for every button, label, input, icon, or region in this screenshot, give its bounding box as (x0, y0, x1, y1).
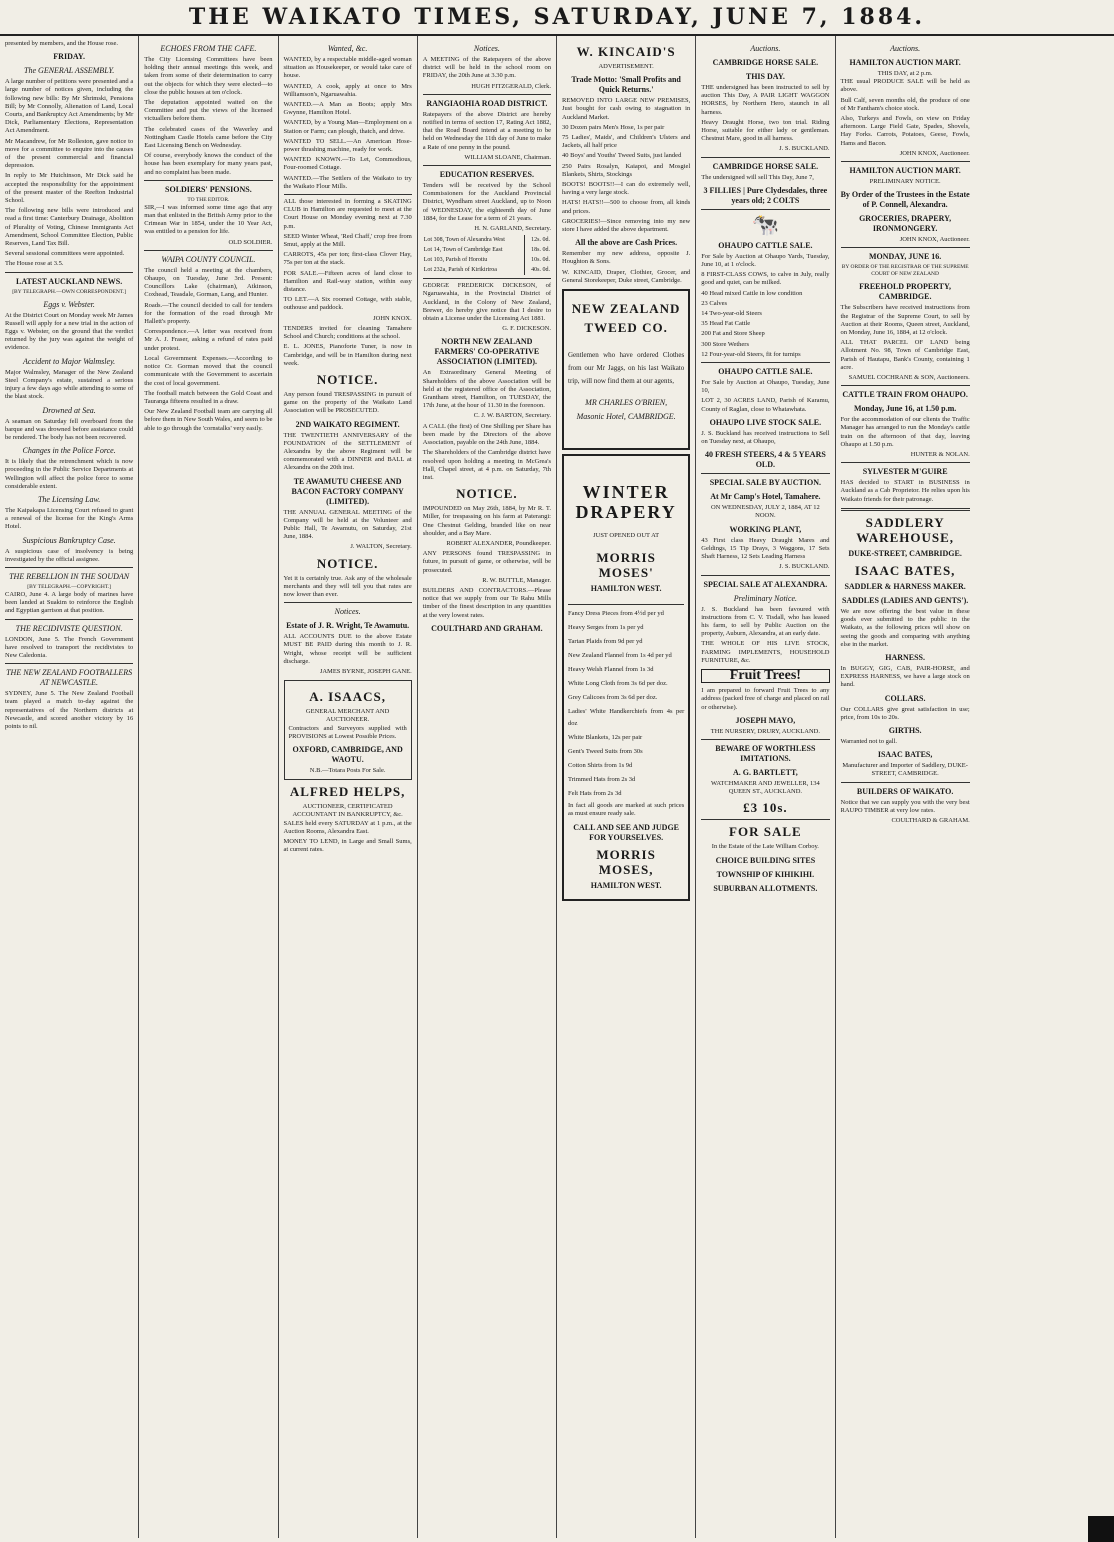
section-heading: COLLARS. (884, 693, 926, 703)
ad-subtitle: HAMILTON WEST. (590, 880, 662, 890)
section-heading: TE AWAMUTU CHEESE AND BACON FACTORY COMPANY (LIMITED). (291, 476, 404, 506)
ad-paragraph: A CALL (the first) of One Shilling per Share has been made by the Directors of the above Association, payable on the 24th June, 1884. (422, 422, 551, 447)
ad-paragraph: 43 First class Heavy Draught Mares and Geldings, 15 Tip Drays, 3 Waggons, 17 Sets Shaft Harness, 12 Sets Leading Harness (701, 536, 830, 561)
list-item: 40 Boys' and Youths' Tweed Suits, just landed (562, 152, 682, 160)
ad-title: SUBURBAN ALLOTMENTS. (713, 883, 818, 893)
section-heading: RANGIAOHIA ROAD DISTRICT. (426, 98, 548, 108)
signature: JOHN KNOX, Auctioneer. (899, 149, 970, 157)
list-item: Tartan Plaids from 9d per yd (568, 638, 643, 646)
drapery-ad (562, 454, 690, 901)
sale-note: BY ORDER OF THE REGISTRAR OF THE SUPREME COURT OF NEW ZEALAND (841, 264, 969, 278)
list-item: White Long Cloth from 3s 6d per doz. (568, 680, 668, 688)
sale-note: Preliminary Notice. (733, 593, 797, 603)
sale-heading: OHAUPO LIVE STOCK SALE. (709, 417, 822, 427)
sale-date: ON WEDNESDAY, JULY 2, 1884, AT 12 NOON. (710, 504, 820, 520)
lot-rent: 40s. 0d. (525, 265, 551, 275)
subheading: Changes in the Police Force. (22, 446, 116, 456)
section-heading: Notices. (473, 44, 500, 53)
sale-note: PRELIMINARY NOTICE. (869, 178, 941, 186)
subheading: The Licensing Law. (37, 494, 101, 504)
list-item: 23 Calves (701, 299, 728, 307)
ad-paragraph: ALL THAT PARCEL OF LAND being Allotment No. 98, Town of Cambridge East, Parish of Hautapu, Bank's County, containing 1 acre. (840, 339, 970, 371)
column-3 (279, 36, 418, 1538)
article-paragraph: The House rose at 3.5. (5, 260, 64, 268)
ad-title: ALFRED HELPS, (289, 784, 406, 800)
list-item: Gent's Tweed Suits from 30s (568, 748, 643, 756)
article-paragraph: A seaman on Saturday fell overboard from the barque and was drowned before assistance could be rendered. The body has not been recovered. (5, 417, 134, 441)
ad-title: MORRIS MOSES' (596, 550, 656, 581)
ad-paragraph: The undersigned will sell This Day, June 7, (701, 173, 814, 181)
list-item: Heavy Serges from 1s per yd (568, 624, 644, 632)
article-paragraph: At the District Court on Monday week Mr James Russell will apply for a new trial in the action of Eggs v. Webster, on the ground that the verdict returned by the jury was against the weight of evidence. (5, 311, 134, 352)
section-heading: LATEST AUCKLAND NEWS. (16, 276, 123, 286)
cash-line: All the above are Cash Prices. (575, 238, 678, 248)
article-paragraph: It is likely that the retrenchment which is now proceeding in the Public Service Departments at Wellington will affect the police force to some considerable extent. (5, 458, 134, 490)
ad-paragraph: WANTED, by a respectable middle-aged woman situation as Housekeeper, or would take care of house. (283, 56, 412, 80)
ad-paragraph: The Subscribers have received instructions from the Registrar of the Supreme Court, to sell by Auction at their Rooms, Queen street, Auckland, on Monday, June 16, 1884, at 12 o'clock. (840, 304, 970, 337)
ad-paragraph: MONEY TO LEND, in Large and Small Sums, at current rates. (283, 838, 412, 854)
article-paragraph: In reply to Mr Hutchinson, Mr Dick said he accepted the responsibility for the appointment of the present master of the Reefton Industrial School. (5, 172, 134, 205)
article-paragraph: The City Licensing Committees have been holding their annual meetings this week, and taken from some of their determination to carry out the objects for which they were elected—to close the public houses at ten o'clock. (144, 56, 273, 96)
column-5 (557, 36, 696, 1538)
article-paragraph: Our New Zealand Football team are carrying all before them in New South Wales, and seem to be able to go through the 'cornstalks' very easily. (144, 408, 273, 432)
table-row (423, 235, 551, 245)
signature: HUNTER & NOLAN. (910, 451, 970, 459)
masthead (0, 0, 1114, 36)
column-7 (836, 36, 975, 1538)
ad-places: OXFORD, CAMBRIDGE, AND WAOTU. (292, 744, 403, 764)
signature: COULTHARD AND GRAHAM. (431, 623, 543, 633)
sale-heading: SPECIAL SALE AT ALEXANDRA. (703, 579, 828, 589)
ad-title: JOSEPH MAYO, (735, 715, 796, 725)
day-heading: FRIDAY. (53, 52, 85, 62)
tweed-ad (562, 289, 690, 450)
list-item: Cotton Shirts from 1s 9d (568, 762, 633, 770)
ad-subtitle: AUCTIONEER, CERTIFICATED ACCOUNTANT IN BANKRUPTCY, &c. (292, 803, 403, 819)
ad-paragraph: REMOVED INTO LARGE NEW PREMISES, Just bought for cash owing to stagnation in Auckland Market. (562, 97, 691, 121)
ad-paragraph: Contractors and Surveyors supplied with PROVISIONS at Lowest Possible Prices. (288, 724, 407, 740)
ad-title: SADDLERY WAREHOUSE, (856, 514, 955, 545)
ad-subtitle: DUKE-STREET, CAMBRIDGE. (848, 548, 962, 558)
section-heading: Notices. (334, 607, 361, 617)
list-item: 30 Dozen pairs Men's Hose, 1s per pair (562, 123, 665, 131)
sale-date: MONDAY, JUNE 16. (868, 252, 942, 262)
sale-lot: 40 FRESH STEERS, 4 & 5 YEARS OLD. (704, 450, 826, 470)
subheading: Eggs v. Webster. (43, 299, 95, 309)
article-paragraph: Of course, everybody knows the conduct of the house has been exemplary for many years past, and no complaint has been made. (144, 152, 273, 176)
article-paragraph: Several sessional committees were appointed. (5, 250, 125, 258)
ad-paragraph: BUILDERS AND CONTRACTORS.—Please notice that we supply from our Te Rahu Mills timber of the finest description in any quantities at the very lowest rates. (422, 586, 551, 619)
sale-heading: OHAUPO CATTLE SALE. (718, 367, 813, 377)
fruit-trees-banner: Fruit Trees! (701, 669, 829, 683)
ad-paragraph: Also, Turkeys and Fowls, on view on Friday afternoon. Large Field Gate, Spades, Shovels, Hay Forks. Carrots, Potatoes, Geese, Fowls, Hams and Bacon. (840, 115, 970, 147)
ad-title: MORRIS MOSES, (596, 846, 656, 877)
ad-paragraph: WANTED TO SELL.—An American Hose-power thrashing machine, ready for work. (283, 137, 412, 154)
price: £3 10s. (743, 800, 788, 816)
ad-paragraph: Any person found TRESPASSING in pursuit of game on the property of the Waikato Land Association will be PROSECUTED. (283, 390, 412, 415)
ad-paragraph: GEORGE FREDERICK DICKESON, of Ngaruawahia, in the Provincial District of Auckland, in the Colony of New Zealand, Brewer, do hereby give notice that I desire to obtain a License under the Licensing Act 1881. (422, 282, 551, 323)
ad-paragraph: We are now offering the best value in these goods ever submitted to the public in the Waikato, as the following prices will show on seeing the goods and comparing with anything else in the market. (840, 607, 970, 648)
ad-subtitle: GENERAL MERCHANT AND AUCTIONEER. (305, 708, 390, 724)
intro-text: presented by members, and the House rose. (5, 40, 118, 47)
section-heading: THE RECIDIVISTE QUESTION. (15, 623, 123, 633)
article-paragraph: The council held a meeting at the chambers, Ohaupo, on Tuesday, June 3rd. Present: Councillors Lake (chairman), Atkinson, Coxhead, Teasdale, Gorman, Lang, and Hunter. (144, 266, 273, 299)
list-item: White Blankets, 12s per pair (568, 734, 643, 742)
signature: JAMES BYRNE, JOSEPH GANE. (319, 667, 412, 675)
notice-heading: NOTICE. (316, 555, 379, 571)
sale-date: Monday, June 16, at 1.50 p.m. (854, 404, 957, 414)
list-item: Ladies' White Handkerchiefs from 4s per doz (568, 708, 685, 728)
article-paragraph: Mr Macandrew, for Mr Rolleston, gave notice to move for a committee to enquire into the causes of the present commercial and financial depression. (5, 137, 134, 170)
ad-paragraph: J. S. Buckland has been favoured with instructions from C. V. Tisdall, who has leased his farm, to sell by Public Auction on the property, Auburn, Alexandra, at an early date. (701, 605, 830, 638)
list-item: 14 Two-year-old Steers (701, 310, 762, 318)
section-heading: GIRTHS. (888, 725, 922, 735)
list-item: Felt Hats from 2s 3d (568, 790, 622, 798)
subheading: Accident to Major Walmsley. (23, 356, 116, 366)
signature: C. J. W. BARTON, Secretary. (473, 412, 551, 420)
table-row (423, 245, 551, 255)
ad-paragraph: GROCERIES!—Since removing into my new store I have added the above department. (562, 217, 691, 234)
list-item: 200 Fat and Store Sheep (701, 330, 765, 338)
ad-subtitle: ADVERTISEMENT. (598, 63, 654, 70)
ad-paragraph: WANTED, by a Young Man—Employment on a Station or Farm; can plough, thatch, and drive. (283, 119, 412, 135)
sale-heading: HAMILTON AUCTION MART. (849, 166, 961, 176)
article-paragraph: LONDON, June 5. The French Government have resolved to transport the recidivistes to New Caledonia. (5, 635, 134, 659)
ad-paragraph: HAS decided to START in BUSINESS in Auckland as a Cab Proprietor. He relies upon his Waikato friends for their patronage. (840, 479, 970, 503)
corner-mark (1088, 1516, 1114, 1542)
columns (0, 36, 1114, 1538)
lot-name: Lot 308, Town of Alexandra West (423, 237, 505, 244)
notice-heading: NOTICE. (316, 371, 379, 387)
ad-title: ISAAC BATES, (877, 750, 933, 760)
ad-paragraph: Remember my new address, opposite J. Houghton & Sons. (562, 250, 691, 266)
section-heading: Wanted, &c. (327, 44, 368, 53)
ad-title: TOWNSHIP OF KIHIKIHI. (716, 869, 815, 879)
signature: COULTHARD & GRAHAM. (891, 816, 970, 824)
ad-subtitle: Manufacturer and Importer of Saddlery, DUKE-STREET, CAMBRIDGE. (842, 762, 968, 778)
signature: SAMUEL COCHRANE & SON, Auctioneers. (848, 374, 970, 382)
ad-paragraph: For the accommodation of our clients the Traffic Manager has arranged to run the Monday's cattle train on the afternoon of that day, leaving Ohaupo at 1.50 p.m. (840, 416, 970, 448)
ad-title: ISAAC BATES, (854, 562, 956, 578)
lot-rent: 12s. 0d. (525, 235, 551, 245)
sale-heading: CAMBRIDGE HORSE SALE. (712, 58, 819, 67)
ad-paragraph: HATS! HATS!!—500 to choose from, all kinds and prices. (562, 199, 691, 215)
ad-paragraph: ANY PERSONS found TRESPASSING in future, in pursuit of game, or otherwise, will be prosecuted. (422, 550, 551, 574)
article-paragraph: Correspondence.—A letter was received from Mr A. J. Fraser, asking a refund of rates paid under protest. (144, 328, 273, 352)
list-item: Trimmed Hats from 2s 3d (568, 776, 636, 784)
ad-paragraph: IMPOUNDED on May 26th, 1884, by Mr R. T. Miller, for trespassing on his farm at Paterangi: One Chestnut Gelding, branded like on near shoulder, and a Bay Mare. (422, 505, 551, 537)
article-paragraph: Local Government Expenses.—According to notice Cr. Gorman moved that the council communicate with the Government to ascertain the cost of local government. (144, 354, 273, 387)
ad-subtitle: In the Estate of the Late William Corboy. (711, 843, 819, 851)
ad-paragraph: WANTED.—A Man as Boots; apply Mrs Gwynne, Hamilton Hotel. (283, 101, 412, 117)
sale-heading: OHAUPO CATTLE SALE. (718, 240, 813, 250)
house-heading: The GENERAL ASSEMBLY. (24, 66, 115, 76)
ad-subtitle: HAMILTON WEST. (590, 584, 662, 594)
ad-paragraph: THE ANNUAL GENERAL MEETING of the Company will be held at the Volunteer and Public Hall, Te Awamutu, on Saturday, 21st June, 1884. (283, 508, 412, 541)
ad-paragraph: WANTED KNOWN.—To Let, Commodious, Four-roomed Cottage. (283, 156, 412, 172)
agent-name: MR CHARLES O'BRIEN, (585, 398, 668, 408)
ad-paragraph: LOT 2, 30 ACRES LAND, Parish of Karamu, County of Raglan, close to Whatawhata. (701, 397, 830, 413)
section-heading: ECHOES FROM THE CAFE. (160, 44, 257, 53)
ad-paragraph: FOR SALE.—Fifteen acres of land close to Hamilton and Rail-way station, within easy distance. (283, 269, 412, 294)
editor-line: TO THE EDITOR. (187, 196, 230, 203)
ad-paragraph: Heavy Draught Horse, two ton trial. Riding Horse, suitable for either lady or gentleman. Chestnut Mare, good in all harness. (701, 118, 830, 143)
column-2 (139, 36, 278, 1538)
signature: G. F. DICKESON. (502, 325, 551, 333)
sale-heading: HAMILTON AUCTION MART. (849, 58, 961, 67)
ad-paragraph: For Sale by Auction at Ohaupo Yards, Tuesday, June 10, at 1 o'clock. (701, 252, 830, 269)
ad-title: CHOICE BUILDING SITES (715, 855, 816, 865)
list-item: 250 Pairs Rosalyn, Kaiapoi, and Mosgiel Blankets, Shirts, Stockings (562, 162, 691, 178)
ad-paragraph: SEED Winter Wheat, 'Red Chaff,' crop free from Smut, apply at the Mill. (283, 232, 412, 249)
ad-paragraph: An Extraordinary General Meeting of Shareholders of the above Association will be held at the registered office of the Association, Grantham street, Hamilton, on TUESDAY, the 17th June, at the hour of 11.30 in the forenoon. (422, 369, 551, 410)
list-item: Heavy Welsh Flannel from 1s 3d (568, 666, 654, 674)
column-6 (696, 36, 835, 1538)
section-heading: SADDLES (LADIES AND GENTS'). (841, 595, 969, 605)
ad-paragraph: ALL ACCOUNTS DUE to the above Estate MUST BE PAID during this month to J. R. Wright, whose receipt will be sufficient discharge. (283, 633, 412, 665)
ad-title: A. G. BARTLETT, (733, 767, 798, 777)
ad-note: N.B.—Totara Posts For Sale. (309, 766, 386, 774)
lot-name: Lot 232a, Parish of Kirikiriroa (423, 267, 497, 274)
signature: W. KINCAID, Draper, Clothier, Grocer, and General Storekeeper, Duke street, Cambridge. (562, 268, 691, 284)
column-4 (418, 36, 557, 1538)
ad-paragraph: E. L. JONES, Pianoforte Tuner, is now in Cambridge, and will be in Hamilton during next week. (283, 343, 412, 367)
ad-call: CALL AND SEE AND JUDGE FOR YOURSELVES. (573, 822, 680, 842)
ad-subtitle: JUST OPENED OUT AT (593, 532, 660, 540)
telegraph-line: [BY TELEGRAPH.—COPYRIGHT.] (27, 583, 112, 590)
list-item: 12 Four-year-old Steers, fit for turnips (701, 350, 801, 358)
section-heading: THE REBELLION IN THE SOUDAN (9, 571, 130, 581)
cattle-icon: 🐄 (751, 211, 780, 237)
sale-venue: At Mr Camp's Hotel, Tamahere. (710, 492, 821, 502)
article-paragraph: The following new bills were introduced and read a first time: Canterbury Drainage, Abolition of Plurality of Voting, Chinese Immigrants Act Amendment, School Committee Election, Public Reserves, Land Tax Bill. (5, 207, 134, 248)
sale-heading: CAMBRIDGE HORSE SALE. (712, 161, 819, 171)
list-item: 35 Head Fat Cattle (701, 320, 751, 328)
ad-title: SYLVESTER M'GUIRE (862, 467, 948, 477)
ad-paragraph: I am prepared to forward Fruit Trees to any address (packed free of charge and placed on rail or otherwise). (701, 687, 830, 711)
list-item: New Zealand Flannel from 1s 4d per yd (568, 652, 672, 660)
ad-title: BUILDERS OF WAIKATO. (856, 786, 954, 796)
agent-address: Masonic Hotel, CAMBRIDGE. (576, 412, 676, 422)
ad-paragraph: A MEETING of the Ratepayers of the above district will be held in the school room on FRIDAY, the 20th June at 3.30 p.m. (422, 56, 551, 80)
ad-title: A. ISAACS, (309, 689, 387, 705)
sale-heading: By Order of the Trustees in the Estate of P. Connell, Alexandra. (840, 190, 970, 210)
ad-title: WINTER DRAPERY (575, 482, 677, 523)
notice-heading: NOTICE. (456, 486, 518, 502)
ad-paragraph: TENDERS invited for cleaning Tamahere School and Church; conditions at the school. (283, 324, 412, 341)
sale-lot: WORKING PLANT, (729, 524, 802, 534)
section-heading: NORTH NEW ZEALAND FARMERS' CO-OPERATIVE ASSOCIATION (LIMITED). (434, 337, 540, 367)
ad-title: NEW ZEALAND (571, 301, 681, 317)
section-heading: Auctions. (890, 44, 921, 53)
ad-subtitle: WATCHMAKER AND JEWELLER, 134 QUEEN ST., AUCKLAND. (711, 779, 820, 796)
section-heading: THE NEW ZEALAND FOOTBALLERS AT NEWCASTLE. (6, 668, 133, 688)
section-heading: WAIPA COUNTY COUNCIL. (161, 254, 256, 264)
subheading: Drowned at Sea. (42, 405, 96, 415)
article-paragraph: SIR,—I was informed some time ago that any man that enlisted in the British Army prior to the Crimean War in 1854, under the 10 Year Act, was entitled to a pension for life. (144, 203, 273, 236)
lots-table (423, 235, 551, 275)
ad-paragraph: WANTED.—The Settlers of the Waikato to try the Waikato Flour Mills. (283, 174, 412, 190)
sale-heading: SPECIAL SALE BY AUCTION. (709, 478, 822, 488)
isaacs-ad (284, 680, 412, 780)
list-item: 40 Head mixed Cattle in low condition (701, 289, 803, 297)
ad-paragraph: J. S. Buckland has received instructions to Sell on Tuesday next, at Ohaupo, (701, 429, 830, 446)
masthead-title: THE WAIKATO TIMES, SATURDAY, JUNE 7, 1884. (188, 4, 926, 30)
ad-paragraph: Tenders will be received by the School Commissioners for the Auckland Provincial District, Wyndham street Auckland, up to Noon of WEDNESDAY, the eighteenth day of June 1884, for the Lease for a term of 21 years. (422, 182, 551, 222)
signature: ROBERT ALEXANDER, Poundkeeper. (446, 539, 551, 547)
ad-paragraph: Bull Calf, seven months old, the produce of one of Mr Fantham's choice stock. (840, 96, 970, 112)
signature: R. W. BUTTLE, Manager. (482, 576, 551, 584)
ad-paragraph: In BUGGY, GIG, CAB, PAIR-HORSE, and EXPRESS HARNESS, we have a large stock on hand. (840, 664, 970, 689)
signature: J. WALTON, Secretary. (350, 543, 412, 551)
article-paragraph: The celebrated cases of the Waverley and Nottingham Castle Hotels came before the City East Licensing Bench on Wednesday. (144, 125, 273, 150)
ad-title: BEWARE OF WORTHLESS IMITATIONS. (715, 743, 816, 763)
signature: J. S. BUCKLAND. (779, 563, 830, 571)
subheading: Suspicious Bankruptcy Case. (22, 535, 116, 545)
ad-subtitle: THE NURSERY, DRURY, AUCKLAND. (710, 727, 820, 735)
list-item: 75 Ladies', Maids', and Children's Ulsters and Jackets, all half price (562, 134, 691, 150)
ad-paragraph: For Sale by Auction at Ohaupo, Tuesday, June 10, (701, 379, 830, 395)
ad-paragraph: Gentlemen who have ordered Clothes from our Mr Jaggs, on his last Waikato trip, will now find them at our agents, (568, 351, 685, 386)
ad-paragraph: In fact all goods are marked at such prices as must ensure ready sale. (568, 802, 685, 818)
lot-rent: 18s. 0d. (525, 245, 551, 255)
ad-subtitle: SADDLER & HARNESS MAKER. (844, 581, 966, 591)
section-heading: Auctions. (750, 44, 781, 53)
article-paragraph: A suspicious case of insolvency is being investigated by the official assignee. (5, 547, 134, 563)
article-paragraph: A large number of petitions were presented and a large number of notices given, including the following new bills: By Mr Shrimski, Pensions Bill; by Mr Connolly, Alienation of Land, Local Courts, and Bankruptcy Act Amendments; by Mr Dick, Parliamentary Elections, Representation Act Amendment. (5, 78, 134, 135)
article-paragraph: CAIRO, June 4. A large body of marines have been landed at Suakim to reinforce the English and Egyptian garrison at that position. (5, 590, 134, 615)
section-heading: 2ND WAIKATO REGIMENT. (295, 419, 400, 429)
ad-paragraph: CARROTS, 45s per ton; first-class Clover Hay, 75s per ton at the stack. (283, 251, 412, 267)
ad-title: FOR SALE (729, 824, 802, 840)
table-row (423, 265, 551, 275)
article-paragraph: SYDNEY, June 5. The New Zealand Football team played a match to-day against the representatives of the Northern districts at Newcastle, and scored another victory by 16 points to nil. (5, 690, 134, 730)
sale-heading: CATTLE TRAIN FROM OHAUPO. (842, 390, 968, 400)
section-heading: HARNESS. (885, 652, 926, 662)
ad-paragraph: 8 FIRST-CLASS COWS, to calve in July, really good and quiet, can be milked. (701, 271, 830, 287)
ad-paragraph: Warranted not to gall. (840, 737, 898, 745)
signature: HUGH FITZGERALD, Clerk. (471, 82, 551, 90)
article-paragraph: Major Walmsley, Manager of the New Zealand Steel Company's estate, sustained a serious injury a few days ago while attending to some of the blast stock. (5, 368, 134, 401)
sale-lot: 3 FILLIES | Pure Clydesdales, three years old; 2 COLTS (703, 185, 828, 205)
ad-paragraph: BOOTS! BOOTS!!—I can do extremely well, having a very large stock. (562, 181, 691, 197)
lot-name: Lot 103, Parish of Horotiu (423, 257, 488, 264)
signature: H. N. GARLAND, Secretary. (474, 225, 551, 233)
ad-paragraph: THE usual PRODUCE SALE will be held as above. (840, 78, 970, 94)
sale-lot: GROCERIES, DRAPERY, IRONMONGERY. (859, 214, 952, 234)
telegraph-line: [BY TELEGRAPH.—OWN CORRESPONDENT.] (12, 288, 127, 295)
article-paragraph: The Kaipakapa Licensing Court refused to grant a renewal of the license for the King's Arms Hotel. (5, 506, 134, 531)
list-item: 300 Store Wethers (701, 340, 749, 348)
ad-paragraph: TO LET.—A Six roomed Cottage, with stable, outhouse and paddock. (283, 296, 412, 312)
lot-rent: 10s. 0d. (525, 255, 551, 265)
table-row (423, 255, 551, 265)
ad-paragraph: THE undersigned has been instructed to sell by auction This Day, A PAIR LIGHT WAGGON HORSES, by Northern Hero, staunch in all harness. (701, 84, 830, 116)
column-1 (0, 36, 139, 1538)
list-item: Grey Calicoes from 3s 6d per doz. (568, 694, 658, 702)
ad-paragraph: Ratepayers of the above District are hereby notified in terms of section 17, Rating Act 1882, that the Road Board intend at a meeting to be held on Wednesday the 11th day of June to make a Rate of one penny in the pound. (422, 110, 551, 151)
signature: OLD SOLDIER. (228, 238, 273, 246)
ad-paragraph: Yet it is certainly true. Ask any of the wholesale merchants and they will tell you that rates are now lower than ever. (283, 574, 412, 598)
ad-motto: Trade Motto: 'Small Profits and Quick Returns.' (571, 75, 681, 95)
signature: JOHN KNOX, Auctioneer. (899, 236, 970, 244)
article-paragraph: The football match between the Gold Coast and Tauranga fifteens resulted in a draw. (144, 389, 273, 405)
sale-day: THIS DAY. (745, 72, 785, 81)
ad-title: W. KINCAID'S (576, 44, 676, 59)
ad-paragraph: ALL those interested in forming a SKATING CLUB in Hamilton are requested to meet at the Court House on Monday evening next at 7.30 p.m. (283, 198, 412, 230)
ad-paragraph: SALES held every SATURDAY at 1 p.m., at the Auction Rooms, Alexandra East. (283, 819, 412, 835)
signature: JOHN KNOX. (373, 314, 412, 322)
ad-paragraph: The Shareholders of the Cambridge district have resolved upon holding a meeting in McGrea's Hall, Chapel street, at 4 p.m. on Saturday, 7th inst. (422, 449, 551, 481)
article-paragraph: The deputation appointed waited on the Committee and put the views of the licensed victuallers before them. (144, 99, 273, 123)
article-paragraph: Roads.—The council decided to call for tenders for the formation of the road through Mr Hallett's property. (144, 301, 273, 326)
ad-title: TWEED CO. (584, 320, 668, 336)
ad-paragraph: THE TWENTIETH ANNIVERSARY of the FOUNDATION of the SETTLEMENT of Alexandra by the above Regiment will be commemorated with a DINNER and BALL at Alexandra on the 20th inst. (283, 431, 412, 472)
ad-paragraph: Our COLLARS give great satisfaction in use; price, from 10s to 20s. (840, 705, 970, 721)
subheading: Estate of J. R. Wright, Te Awamutu. (286, 621, 410, 631)
lot-name: Lot 14, Town of Cambridge East (423, 247, 503, 254)
signature: J. S. BUCKLAND. (779, 145, 830, 153)
sale-day: THIS DAY, at 2 p.m. (877, 70, 933, 77)
section-heading: SOLDIERS' PENSIONS. (165, 184, 252, 194)
signature: WILLIAM SLOANE, Chairman. (464, 153, 551, 161)
sale-heading: FREEHOLD PROPERTY, CAMBRIDGE. (859, 282, 952, 302)
ad-paragraph: WANTED, A cook, apply at once to Mrs Williamson's, Ngaruawahia. (283, 82, 412, 98)
ad-paragraph: THE WHOLE OF HIS LIVE STOCK, FARMING IMPLEMENTS, HOUSEHOLD FURNITURE, &c. (701, 640, 830, 664)
list-item: Fancy Dress Pieces from 4½d per yd (568, 610, 664, 618)
section-heading: EDUCATION RESERVES. (439, 170, 534, 180)
ad-paragraph: Notice that we can supply you with the very best RAUPO TIMBER at very low rates. (840, 798, 970, 814)
